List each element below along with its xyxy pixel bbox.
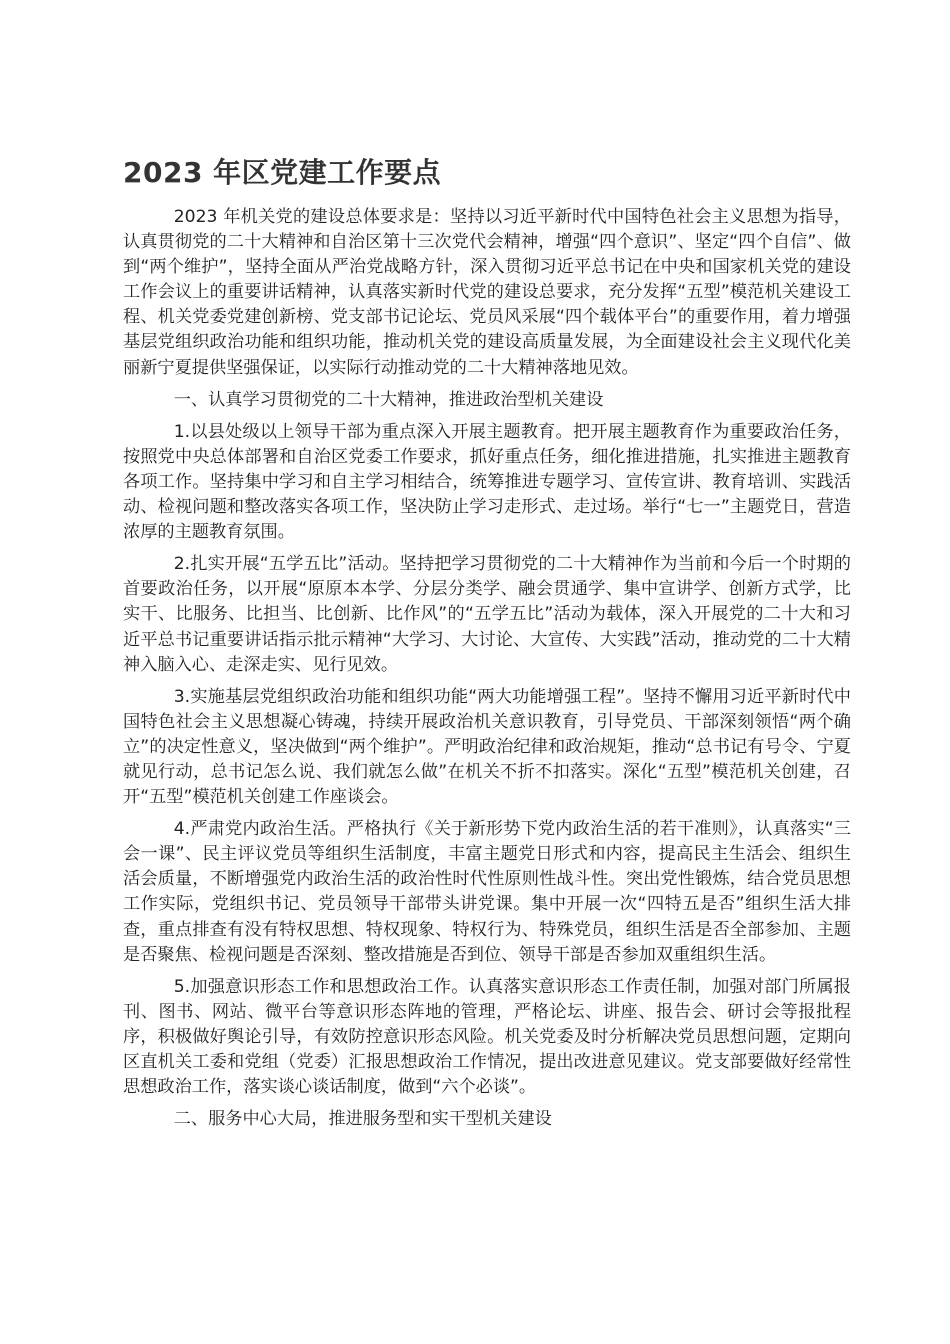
section-2-heading: 二、服务中心大局，推进服务型和实干型机关建设 (173, 1109, 552, 1130)
section-1-heading: 一、认真学习贯彻党的二十大精神，推进政治型机关建设 (173, 389, 604, 410)
intro-paragraph: 2023 年机关党的建设总体要求是：坚持以习近平新时代中国特色社会主义思想为指导，认真贯彻党的二十大精神和自治区第十三次党代会精神，增强“四个意识”、坚定“四个自信”、做到“两个维护”，坚持全面从严治党战略方针，深入贯彻习近平总书记在中央和国家机关党的建设工作会议上的重要讲话精神，认真落实新时代党的建设总要求，充分发挥“五型”模范机关建设工程、机关党委党建创新榜、党支部书记论坛、党员风采展“四个载体平台”的重要作用，着力增强基层党组织政治功能和组织功能，推动机关党的建设高质量发展，为全面建设社会主义现代化美丽新宁夏提供坚强保证，以实际行动推动党的二十大精神落地见效。 (123, 207, 851, 378)
section-1-item-3: 3.实施基层党组织政治功能和组织功能“两大功能增强工程”。坚持不懈用习近平新时代中国特色社会主义思想凝心铸魂，持续开展政治机关意识教育，引导党员、干部深刻领悟“两个确立”的决定性意义，坚决做到“两个维护”。严明政治纪律和政治规矩，推动“总书记有号令、宁夏就见行动，总书记怎么说、我们就怎么做”在机关不折不扣落实。深化“五型”模范机关创建，召开“五型”模范机关创建工作座谈会。 (123, 686, 851, 808)
section-1-item-2: 2.扎实开展“五学五比”活动。坚持把学习贯彻党的二十大精神作为当前和今后一个时期的首要政治任务，以开展“原原本本学、分层分类学、融会贯通学、集中宣讲学、创新方式学，比实干、比服务、比担当、比创新、比作风”的“五学五比”活动为载体，深入开展党的二十大和习近平总书记重要讲话指示批示精神“大学习、大讨论、大宣传、大实践”活动，推动党的二十大精神入脑入心、走深走实、见行见效。 (123, 554, 851, 675)
document-body (123, 205, 851, 1139)
document-title: 2023 年区党建工作要点 (123, 156, 442, 189)
section-1-item-5: 5.加强意识形态工作和思想政治工作。认真落实意识形态工作责任制，加强对部门所属报刊、图书、网站、微平台等意识形态阵地的管理，严格论坛、讲座、报告会、研讨会等报批程序，积极做好舆论引导，有效防控意识形态风险。机关党委及时分析解决党员思想问题，定期向区直机关工委和党组（党委）汇报思想政治工作情况，提出改进意见建议。党支部要做好经常性思想政治工作，落实谈心谈话制度，做到“六个必谈”。 (123, 976, 851, 1098)
section-1-item-4: 4.严肃党内政治生活。严格执行《关于新形势下党内政治生活的若干准则》，认真落实“三会一课”、民主评议党员等组织生活制度，丰富主题党日形式和内容，提高民主生活会、组织生活会质量，不断增强党内政治生活的政治性时代性原则性战斗性。突出党性锻炼，结合党员思想工作实际，党组织书记、党员领导干部带头讲党课。集中开展一次“四特五是否”组织生活大排查，重点排查有没有特权思想、特权现象、特权行为、特殊党员，组织生活是否全部参加、主题是否聚焦、检视问题是否深刻、整改措施是否到位、领导干部是否参加双重组织生活。 (123, 819, 851, 965)
section-1-item-1: 1.以县处级以上领导干部为重点深入开展主题教育。把开展主题教育作为重要政治任务，按照党中央总体部署和自治区党委工作要求，抓好重点任务，细化推进措施，扎实推进主题教育各项工作。坚持集中学习和自主学习相结合，统筹推进专题学习、宣传宣讲、教育培训、实践活动、检视问题和整改落实各项工作，坚决防止学习走形式、走过场。举行“七一”主题党日，营造浓厚的主题教育氛围。 (123, 421, 851, 543)
